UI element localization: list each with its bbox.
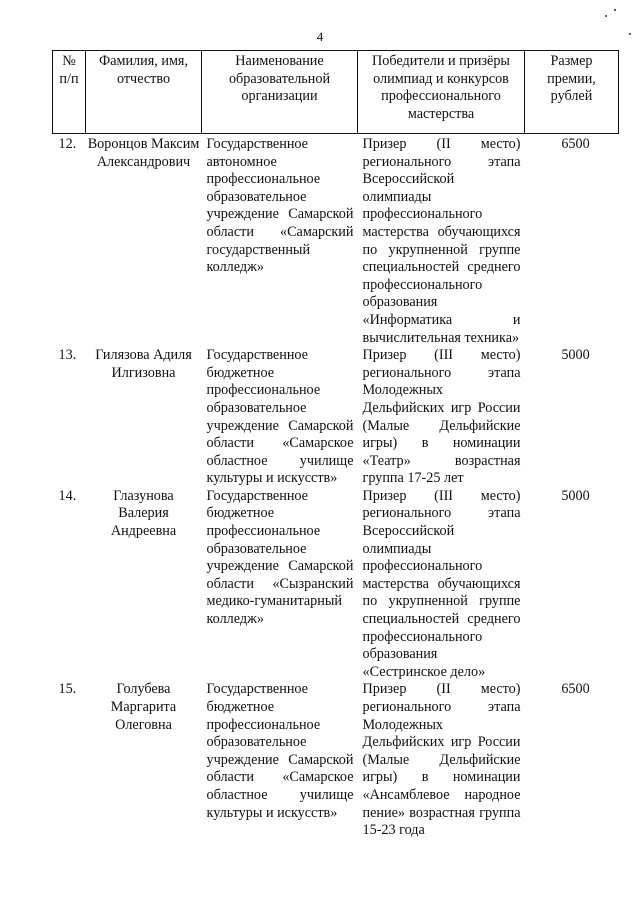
row-achievement: Призер (III место) регионального этапа Всероссийской олимпиады профессионального мастерства обучающихся по укрупненной группе специальностей среднего профессионального образования «Сестринское дело» xyxy=(362,487,521,680)
row-name: Глазунова Валерия Андреевна xyxy=(110,487,177,540)
table-row xyxy=(53,134,619,348)
row-prize: 5000 xyxy=(561,347,590,364)
header-prize: Размер премии, рублей xyxy=(525,51,619,134)
page-number: 4 xyxy=(316,29,324,44)
table-header-row xyxy=(53,51,619,134)
header-achievement: Победители и призёры олимпиад и конкурсов профессионального мастерства xyxy=(358,51,525,134)
header-organization: Наименование образовательной организации xyxy=(202,51,358,134)
header-name: Фамилия, имя, отчество xyxy=(86,51,202,134)
table-row xyxy=(53,681,619,841)
row-prize: 5000 xyxy=(561,487,590,504)
row-name: Голубева Маргарита Олеговна xyxy=(110,681,177,733)
row-name: Воронцов Максим Александрович xyxy=(87,136,200,170)
row-number: 15. xyxy=(58,681,77,698)
row-name: Гилязова Адиля Илгизовна xyxy=(95,347,192,381)
row-achievement: Призер (II место) регионального этапа Всероссийской олимпиады профессионального мастерства обучающихся по укрупненной группе специальностей среднего профессионального образования «Информатика и вычислительная техника» xyxy=(362,136,521,346)
header-number: № п/п xyxy=(53,51,86,134)
table-row xyxy=(53,347,619,488)
awards-table xyxy=(52,50,619,841)
row-prize: 6500 xyxy=(561,136,590,152)
row-achievement: Призер (III место) регионального этапа Молодежных Дельфийских игр России (Малые Дельфийские игры) в номинации «Театр» возрастная группа 17-25 лет xyxy=(362,347,521,487)
row-organization: Государственное бюджетное профессиональное образовательное учреждение Самарской области «Сызранский медико-гуманитарный колледж» xyxy=(206,487,354,628)
row-prize: 6500 xyxy=(561,681,590,698)
row-number: 12. xyxy=(58,136,77,152)
scan-speck xyxy=(605,15,607,17)
scan-speck xyxy=(614,9,616,11)
row-organization: Государственное бюджетное профессиональное образовательное учреждение Самарской области «Самарское областное училище культуры и искусств» xyxy=(206,681,354,821)
row-organization: Государственное автономное профессиональное образовательное учреждение Самарской области «Самарский государственный колледж» xyxy=(206,136,354,276)
row-number: 14. xyxy=(58,487,77,504)
table-row xyxy=(53,488,619,682)
row-organization: Государственное бюджетное профессиональное образовательное учреждение Самарской области «Самарское областное училище культуры и искусств» xyxy=(206,347,354,487)
row-number: 13. xyxy=(58,347,77,364)
scan-speck xyxy=(629,33,631,35)
row-achievement: Призер (II место) регионального этапа Молодежных Дельфийских игр России (Малые Дельфийские игры) в номинации «Ансамблевое народное пение» возрастная группа 15-23 года xyxy=(362,681,521,839)
